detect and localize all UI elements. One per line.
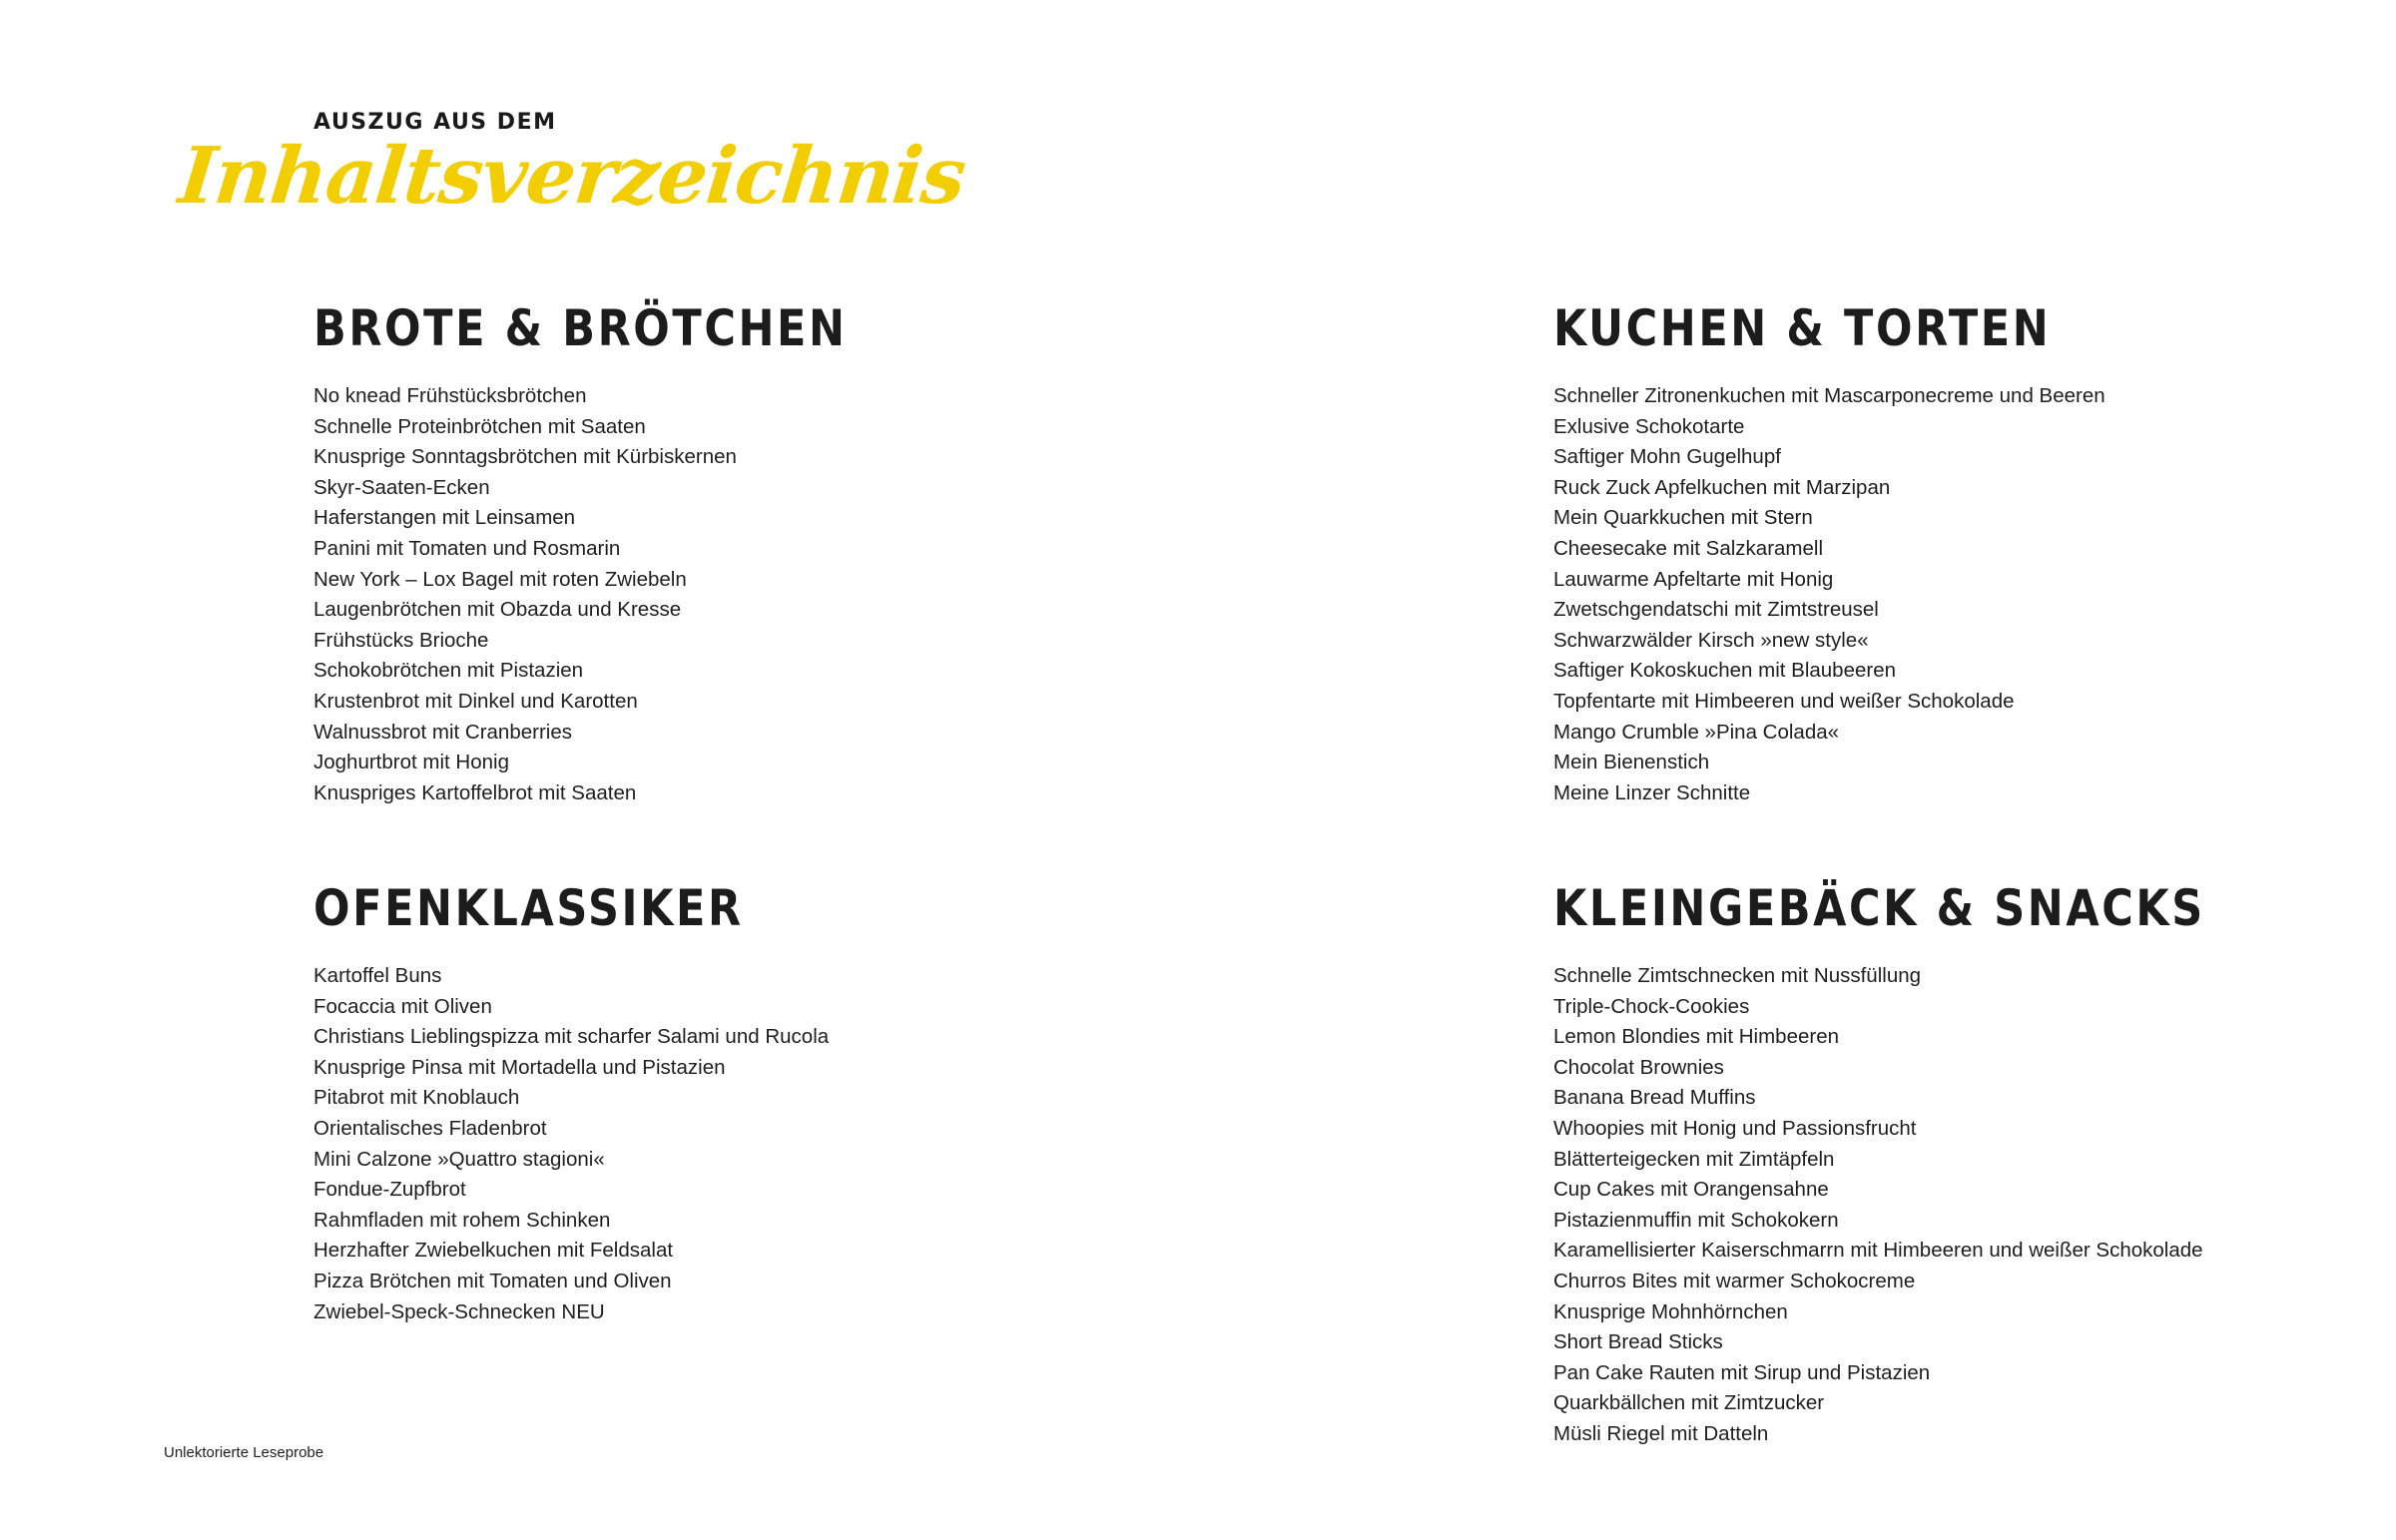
- recipe-item: Ruck Zuck Apfelkuchen mit Marzipan: [1553, 475, 1891, 499]
- recipe-item: Frühstücks Brioche: [313, 628, 489, 652]
- section-title: KUCHEN & TORTEN: [1553, 299, 2052, 357]
- section-brote-broetchen: [313, 299, 934, 808]
- recipe-item: Schwarzwälder Kirsch »new style«: [1553, 628, 1869, 652]
- recipe-item: Saftiger Kokoskuchen mit Blaubeeren: [1553, 659, 1897, 683]
- recipe-item: Schneller Zitronenkuchen mit Mascarponecreme und Beeren: [1553, 384, 2105, 407]
- recipe-list: [313, 961, 829, 1327]
- recipe-item: Christians Lieblingspizza mit scharfer Salami und Rucola: [313, 1025, 830, 1049]
- recipe-item: Lauwarme Apfeltarte mit Honig: [1553, 567, 1834, 591]
- recipe-item: Mein Quarkkuchen mit Stern: [1553, 506, 1813, 530]
- recipe-item: Knusprige Pinsa mit Mortadella und Pistazien: [313, 1055, 726, 1079]
- recipe-item: Knuspriges Kartoffelbrot mit Saaten: [313, 780, 637, 804]
- recipe-item: Topfentarte mit Himbeeren und weißer Schokolade: [1553, 689, 2015, 713]
- recipe-item: Zwetschgendatschi mit Zimtstreusel: [1553, 598, 1879, 622]
- recipe-item: Herzhafter Zwiebelkuchen mit Feldsalat: [313, 1239, 674, 1263]
- recipe-item: New York – Lox Bagel mit roten Zwiebeln: [313, 567, 687, 591]
- recipe-item: Zwiebel-Speck-Schnecken NEU: [313, 1299, 605, 1323]
- recipe-list: [313, 381, 934, 808]
- recipe-item: Laugenbrötchen mit Obazda und Kresse: [313, 598, 682, 622]
- recipe-item: Krustenbrot mit Dinkel und Karotten: [313, 689, 638, 713]
- header-eyebrow: AUSZUG AUS DEM: [313, 110, 557, 135]
- recipe-item: Blätterteigecken mit Zimtäpfeln: [1553, 1147, 1835, 1171]
- recipe-item: Whoopies mit Honig und Passionsfrucht: [1553, 1116, 1917, 1140]
- recipe-item: Schokobrötchen mit Pistazien: [313, 659, 584, 683]
- recipe-list: [1553, 381, 2131, 808]
- recipe-item: Fondue-Zupfbrot: [313, 1178, 466, 1202]
- recipe-item: Short Bread Sticks: [1553, 1330, 1723, 1354]
- page-title: Inhaltsverzeichnis: [175, 131, 969, 222]
- recipe-item: Müsli Riegel mit Datteln: [1553, 1421, 1769, 1445]
- recipe-item: Chocolat Brownies: [1553, 1055, 1724, 1079]
- recipe-item: Triple-Chock-Cookies: [1553, 994, 1750, 1018]
- recipe-item: Karamellisierter Kaiserschmarrn mit Himbeeren und weißer Schokolade: [1553, 1239, 2203, 1263]
- recipe-item: Pistazienmuffin mit Schokokern: [1553, 1208, 1839, 1232]
- recipe-item: Schnelle Proteinbrötchen mit Saaten: [313, 414, 646, 438]
- recipe-item: Pizza Brötchen mit Tomaten und Oliven: [313, 1269, 672, 1292]
- recipe-item: No knead Frühstücksbrötchen: [313, 384, 587, 407]
- recipe-item: Meine Linzer Schnitte: [1553, 780, 1751, 804]
- recipe-item: Walnussbrot mit Cranberries: [313, 720, 572, 744]
- recipe-item: Knusprige Sonntagsbrötchen mit Kürbiskernen: [313, 445, 737, 469]
- recipe-item: Joghurtbrot mit Honig: [313, 751, 509, 774]
- recipe-item: Pan Cake Rauten mit Sirup und Pistazien: [1553, 1360, 1931, 1384]
- recipe-item: Haferstangen mit Leinsamen: [313, 506, 576, 530]
- recipe-item: Pitabrot mit Knoblauch: [313, 1086, 520, 1110]
- recipe-item: Kartoffel Buns: [313, 964, 442, 987]
- recipe-item: Exlusive Schokotarte: [1553, 414, 1745, 438]
- recipe-item: Saftiger Mohn Gugelhupf: [1553, 445, 1781, 469]
- recipe-item: Rahmfladen mit rohem Schinken: [313, 1208, 611, 1232]
- recipe-item: Skyr-Saaten-Ecken: [313, 475, 490, 499]
- recipe-item: Orientalisches Fladenbrot: [313, 1116, 547, 1140]
- section-title: BROTE & BRÖTCHEN: [313, 299, 848, 357]
- recipe-item: Mini Calzone »Quattro stagioni«: [313, 1147, 605, 1171]
- recipe-item: Mein Bienenstich: [1553, 751, 1710, 774]
- recipe-item: Cheesecake mit Salzkaramell: [1553, 536, 1824, 560]
- footer-note: Unlektorierte Leseprobe: [164, 1444, 324, 1461]
- section-ofenklassiker: [313, 879, 830, 1327]
- recipe-item: Banana Bread Muffins: [1553, 1086, 1756, 1110]
- recipe-item: Schnelle Zimtschnecken mit Nussfüllung: [1553, 964, 1922, 987]
- recipe-item: Churros Bites mit warmer Schokocreme: [1553, 1269, 1916, 1292]
- section-title: KLEINGEBÄCK & SNACKS: [1553, 879, 2205, 937]
- recipe-item: Knusprige Mohnhörnchen: [1553, 1299, 1788, 1323]
- recipe-item: Lemon Blondies mit Himbeeren: [1553, 1025, 1839, 1049]
- recipe-item: Cup Cakes mit Orangensahne: [1553, 1178, 1829, 1202]
- section-kleingebaeck-snacks: [1553, 879, 2311, 1450]
- section-kuchen-torten: [1553, 299, 2131, 808]
- recipe-item: Panini mit Tomaten und Rosmarin: [313, 536, 621, 560]
- recipe-list: [1553, 961, 2311, 1450]
- recipe-item: Mango Crumble »Pina Colada«: [1553, 720, 1840, 744]
- recipe-item: Quarkbällchen mit Zimtzucker: [1553, 1391, 1825, 1415]
- recipe-item: Focaccia mit Oliven: [313, 994, 492, 1018]
- section-title: OFENKLASSIKER: [313, 879, 744, 937]
